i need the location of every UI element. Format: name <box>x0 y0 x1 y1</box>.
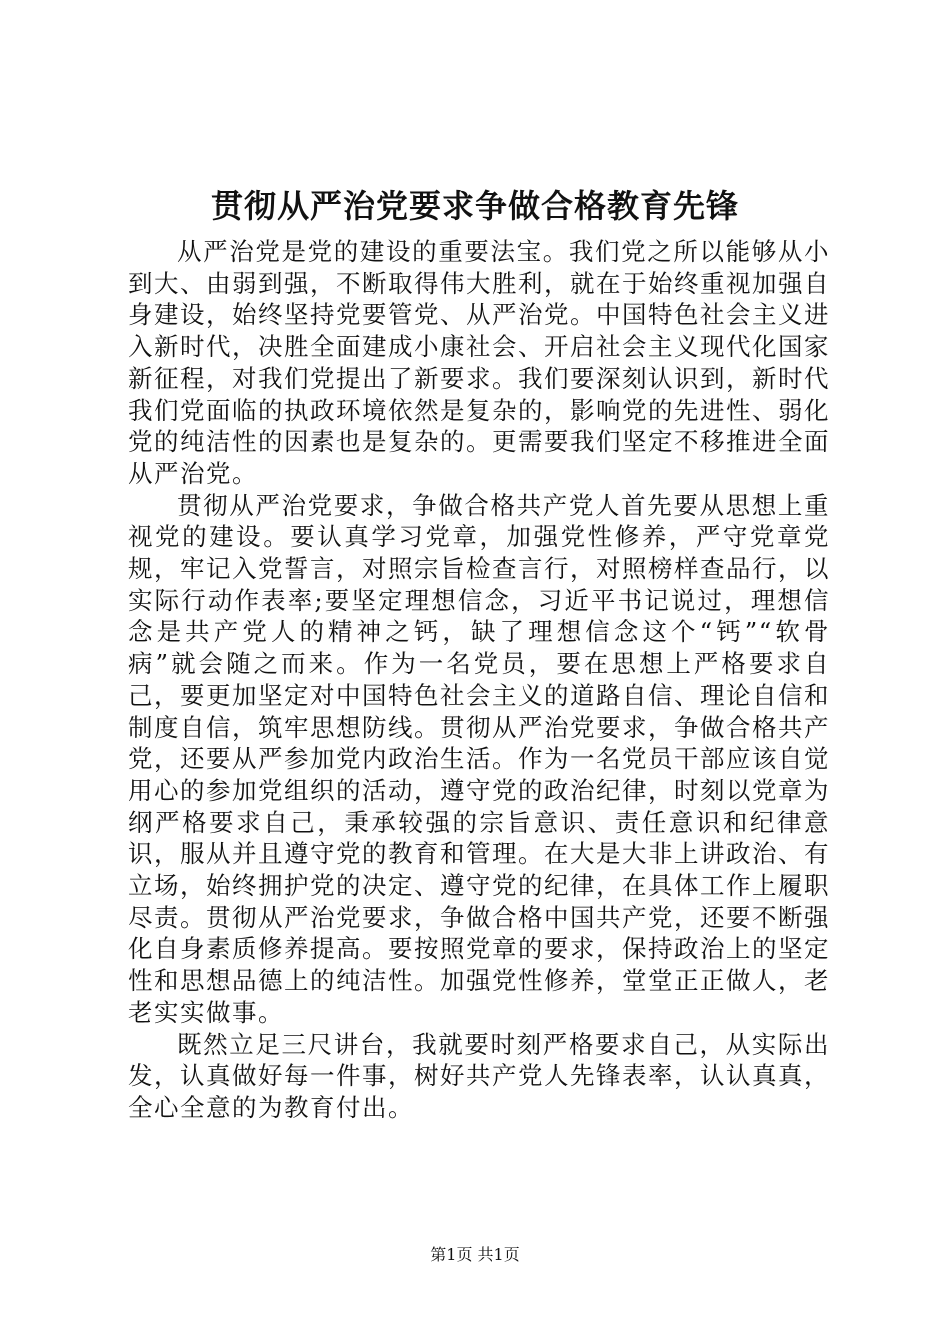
paragraph-3: 既然立足三尺讲台，我就要时刻严格要求自己，从实际出发，认真做好每一件事，树好共产党人先锋表率，认认真真，全心全意的为教育付出。 <box>128 1029 830 1122</box>
document-title: 贯彻从严治党要求争做合格教育先锋 <box>210 187 739 225</box>
page-footer: 第1页 共1页 <box>430 1245 520 1264</box>
document-body <box>128 236 830 1124</box>
paragraph-1: 从严治党是党的建设的重要法宝。我们党之所以能够从小到大、由弱到强，不断取得伟大胜利，就在于始终重视加强自身建设，始终坚持党要管党、从严治党。中国特色社会主义进入新时代，决胜全面建成小康社会、开启社会主义现代化国家新征程，对我们党提出了新要求。我们要深刻认识到，新时代我们党面临的执政环境依然是复杂的，影响党的先进性、弱化党的纯洁性的因素也是复杂的。更需要我们坚定不移推进全面从严治党。 <box>128 237 830 488</box>
paragraph-2: 贯彻从严治党要求，争做合格共产党人首先要从思想上重视党的建设。要认真学习党章，加强党性修养，严守党章党规，牢记入党誓言，对照宗旨检查言行，对照榜样查品行，以实际行动作表率;要坚定理想信念，习近平书记说过，理想信念是共产党人的精神之钙，缺了理想信念这个“钙”“软骨病”就会随之而来。作为一名党员，要在思想上严格要求自己，要更加坚定对中国特色社会主义的道路自信、理论自信和制度自信，筑牢思想防线。贯彻从严治党要求，争做合格共产党，还要从严参加党内政治生活。作为一名党员干部应该自觉用心的参加党组织的活动，遵守党的政治纪律，时刻以党章为纲严格要求自己，秉承较强的宗旨意识、责任意识和纪律意识，服从并且遵守党的教育和管理。在大是大非上讲政治、有立场，始终拥护党的决定、遵守党的纪律，在具体工作上履职尽责。贯彻从严治党要求，争做合格中国共产党，还要不断强化自身素质修养提高。要按照党章的要求，保持政治上的坚定性和思想品德上的纯洁性。加强党性修养，堂堂正正做人，老老实实做事。 <box>128 490 830 1027</box>
